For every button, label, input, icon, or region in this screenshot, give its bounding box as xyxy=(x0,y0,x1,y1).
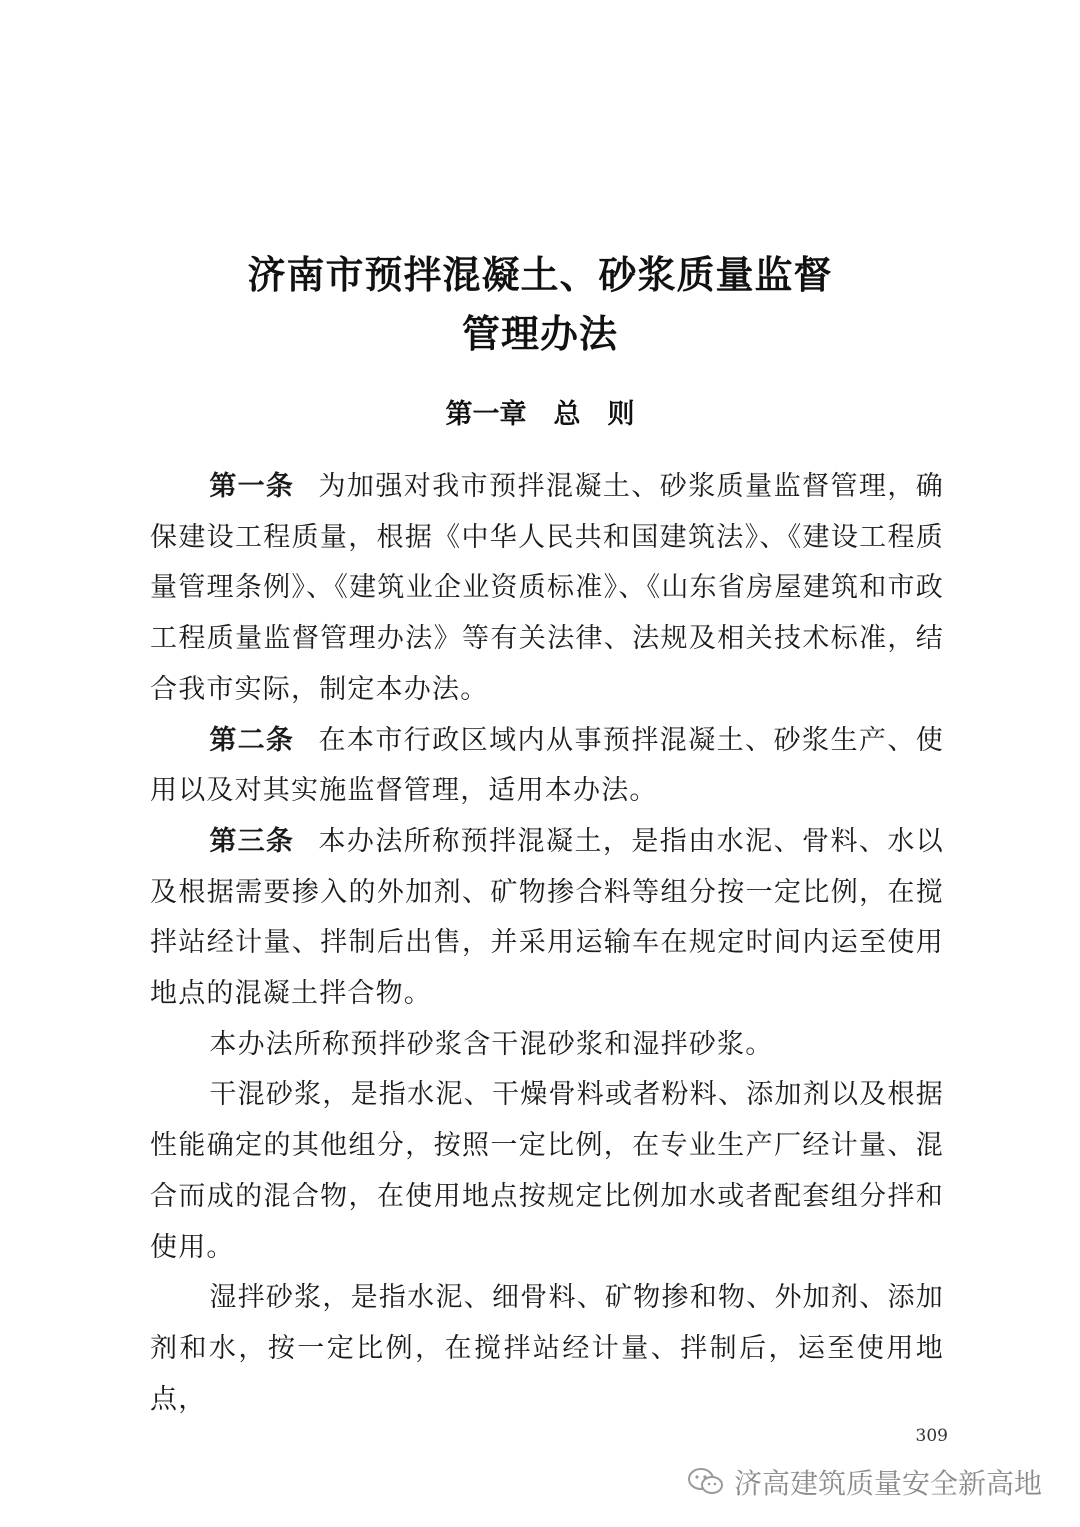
page-number: 309 xyxy=(915,1426,948,1446)
article-1-paragraph xyxy=(150,462,944,716)
article-label: 第一条 xyxy=(209,471,295,502)
article-2-paragraph xyxy=(150,716,944,817)
article-text: 本办法所称预拌混凝土，是指由水泥、骨料、水以及根据需要掺入的外加剂、矿物掺合料等组分按一定比例，在搅拌站经计量、拌制后出售，并采用运输车在规定时间内运至使用地点的混凝土拌合物。 xyxy=(150,825,945,1010)
article-text: 在本市行政区域内从事预拌混凝土、砂浆生产、使用以及对其实施监督管理，适用本办法。 xyxy=(150,724,945,807)
paragraph-text: 本办法所称预拌砂浆含干混砂浆和湿拌砂浆。 xyxy=(209,1028,774,1060)
body-paragraph xyxy=(150,1020,944,1071)
body-paragraph xyxy=(150,1070,944,1273)
article-3-paragraph xyxy=(150,817,944,1020)
chapter-heading: 第一章 总 则 xyxy=(445,399,635,430)
watermark xyxy=(686,1462,1042,1502)
wechat-icon xyxy=(686,1466,726,1498)
paragraph-text: 湿拌砂浆，是指水泥、细骨料、矿物掺和物、外加剂、添加剂和水，按一定比例，在搅拌站经计量、拌制后，运至使用地点， xyxy=(150,1282,944,1415)
article-label: 第二条 xyxy=(209,724,295,756)
paragraph-text: 干混砂浆，是指水泥、干燥骨料或者粉料、添加剂以及根据性能确定的其他组分，按照一定比例，在专业生产厂经计量、混合而成的混合物，在使用地点按规定比例加水或者配套组分拌和使用。 xyxy=(150,1079,944,1263)
document-title-line-2: 管理办法 xyxy=(461,311,618,356)
document-body xyxy=(150,462,944,1425)
watermark-text: 济高建筑质量安全新高地 xyxy=(733,1467,1042,1500)
article-text: 为加强对我市预拌混凝土、砂浆质量监督管理，确保建设工程质量，根据《中华人民共和国建筑法》、《建设工程质量管理条例》、《建筑业企业资质标准》、《山东省房屋建筑和市政工程质量监督管理办法》等有关法律、法规及相关技术标准，结合我市实际，制定本办法。 xyxy=(150,471,945,705)
article-label: 第三条 xyxy=(209,825,295,857)
document-title-line-1: 济南市预拌混凝土、砂浆质量监督 xyxy=(247,252,833,297)
body-paragraph xyxy=(150,1273,944,1425)
